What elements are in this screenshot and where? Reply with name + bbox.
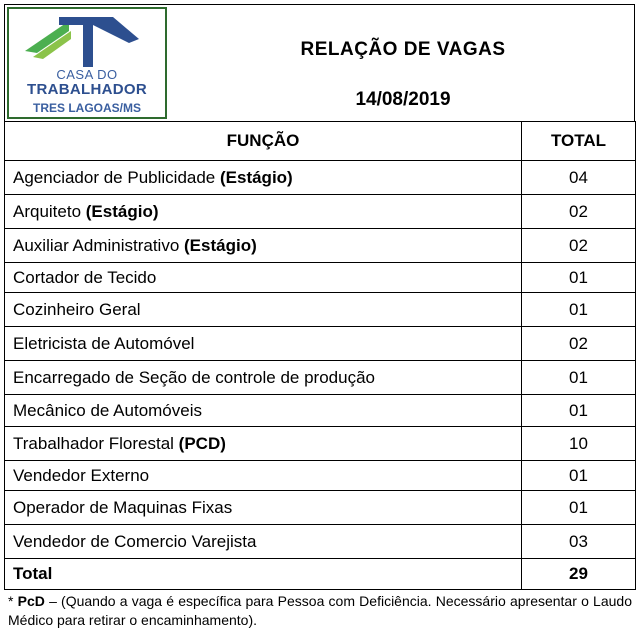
- role-name: Agenciador de Publicidade: [13, 167, 220, 187]
- role-total: 01: [522, 491, 636, 525]
- total-label: Total: [5, 559, 522, 590]
- role-cell: [5, 427, 522, 461]
- role-cell: [5, 229, 522, 263]
- table-row: [5, 525, 636, 559]
- table-row: [5, 461, 636, 491]
- table-row: [5, 229, 636, 263]
- role-cell: [5, 491, 522, 525]
- table-row: [5, 263, 636, 293]
- logo-line-1: CASA DO: [56, 67, 118, 82]
- table-row: [5, 395, 636, 427]
- role-cell: [5, 525, 522, 559]
- role-name: Vendedor Externo: [13, 465, 150, 485]
- role-cell: [5, 327, 522, 361]
- table-header-row: [5, 122, 636, 161]
- table-row: [5, 427, 636, 461]
- column-header-role: FUNÇÃO: [5, 122, 522, 161]
- table-row: [5, 491, 636, 525]
- table-row: [5, 161, 636, 195]
- role-cell: [5, 263, 522, 293]
- role-name: Vendedor de Comercio Varejista: [13, 531, 257, 551]
- footnote: [8, 592, 632, 630]
- role-name: Trabalhador Florestal: [13, 433, 179, 453]
- role-total: 01: [522, 461, 636, 491]
- role-tag: (Estágio): [219, 167, 293, 187]
- page-date: 14/08/2019: [355, 89, 451, 110]
- role-total: 03: [522, 525, 636, 559]
- role-cell: [5, 195, 522, 229]
- table-footer-row: [5, 559, 636, 590]
- vacancies-table: [4, 121, 636, 590]
- role-cell: [5, 293, 522, 327]
- vacancy-sheet: [4, 4, 635, 628]
- role-tag: (Estágio): [184, 235, 257, 255]
- role-cell: [5, 395, 522, 427]
- column-header-total: TOTAL: [522, 122, 636, 161]
- role-total: 04: [522, 161, 636, 195]
- table-row: [5, 293, 636, 327]
- role-tag: (PCD): [178, 433, 226, 453]
- role-name: Cortador de Tecido: [13, 267, 157, 287]
- role-name: Auxiliar Administrativo: [13, 235, 185, 255]
- table-row: [5, 195, 636, 229]
- footnote-key: PcD: [17, 593, 45, 609]
- role-total: 02: [522, 327, 636, 361]
- logo-line-2: TRABALHADOR: [27, 81, 147, 98]
- table-row: [5, 327, 636, 361]
- role-name: Eletricista de Automóvel: [13, 333, 195, 353]
- role-total: 02: [522, 229, 636, 263]
- total-value: 29: [522, 559, 636, 590]
- footnote-text: – (Quando a vaga é específica para Pessoa com Deficiência. Necessário apresentar o Laudo Médico para retirar o encaminhamento).: [8, 593, 632, 628]
- header: [4, 4, 635, 121]
- role-name: Arquiteto: [13, 201, 86, 221]
- role-name: Mecânico de Automóveis: [13, 400, 202, 420]
- page-title: RELAÇÃO DE VAGAS: [300, 39, 506, 60]
- casa-do-trabalhador-logo: [7, 7, 167, 119]
- role-cell: [5, 361, 522, 395]
- role-total: 01: [522, 263, 636, 293]
- role-cell: [5, 161, 522, 195]
- footnote-prefix: *: [8, 593, 18, 609]
- role-cell: [5, 461, 522, 491]
- role-tag: (Estágio): [85, 201, 159, 221]
- role-total: 10: [522, 427, 636, 461]
- table-row: [5, 361, 636, 395]
- role-name: Operador de Maquinas Fixas: [13, 497, 233, 517]
- role-total: 01: [522, 293, 636, 327]
- role-total: 01: [522, 395, 636, 427]
- role-total: 02: [522, 195, 636, 229]
- house-icon: [9, 9, 165, 69]
- role-total: 01: [522, 361, 636, 395]
- role-name: Cozinheiro Geral: [13, 299, 141, 319]
- logo-line-3: TRES LAGOAS/MS: [32, 101, 141, 115]
- role-name: Encarregado de Seção de controle de produção: [13, 367, 375, 387]
